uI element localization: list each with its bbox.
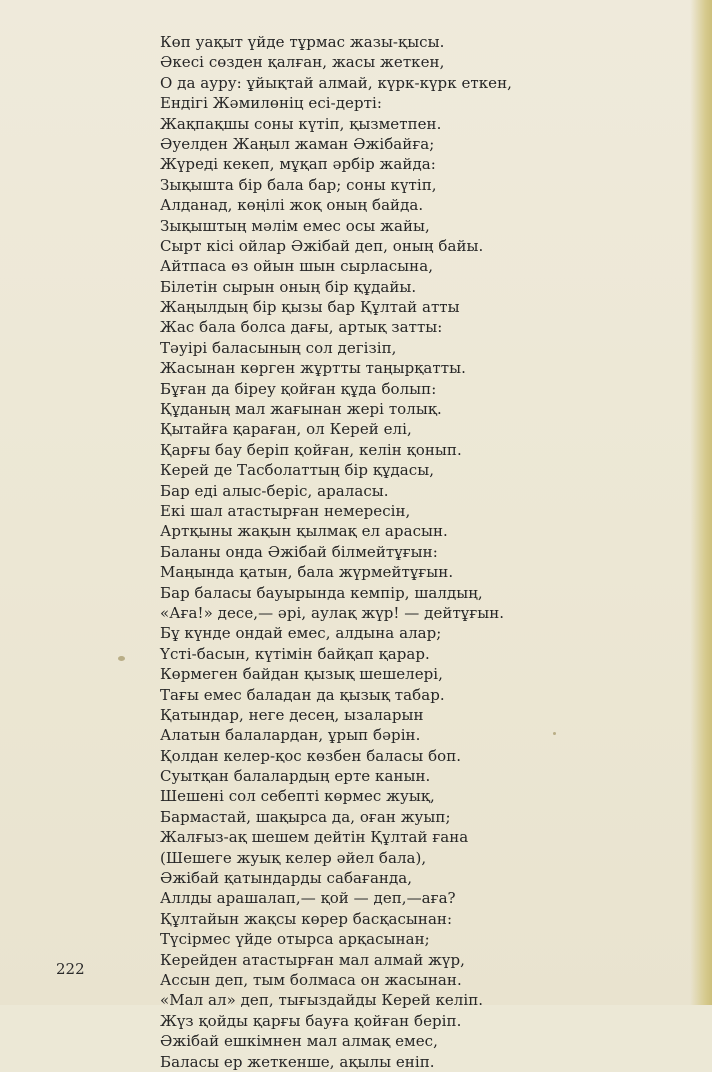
poem-line: Қатындар, неге десең, ызаларын	[160, 705, 424, 724]
poem-line: «Аға!» десе,— әрі, аулақ жүр! — дейтұғын.	[160, 603, 505, 622]
page-speck	[553, 732, 556, 735]
poem-line: Баласы ер жеткенше, ақылы еніп.	[160, 1052, 435, 1071]
poem-line: Маңында қатын, бала жүрмейтұғын.	[160, 563, 454, 582]
poem-line: Бар баласы бауырында кемпір, шалдың,	[160, 583, 483, 602]
poem-line: Жақпақшы соны күтіп, қызметпен.	[160, 114, 442, 133]
poem-line: Керей де Тасболаттың бір құдасы,	[160, 461, 435, 480]
poem-line: Жалғыз-ақ шешем дейтін Құлтай ғана	[160, 828, 469, 847]
poem-line: Суытқан балалардың ерте канын.	[160, 767, 431, 786]
poem-line: Алатын балалардан, ұрып бәрін.	[160, 726, 421, 745]
poem-line: Білетін сырын оның бір құдайы.	[160, 277, 417, 296]
poem-line: Жүреді кекеп, мұқап әрбір жайда:	[160, 155, 436, 174]
poem-line: Қарғы бау беріп қойған, келін қонып.	[160, 440, 462, 459]
poem-line: Әжібай қатындарды сабағанда,	[160, 869, 413, 888]
poem-line: Үсті-басын, күтімін байқап қарар.	[160, 644, 430, 663]
poem-line: Екі шал атастырған немересін,	[160, 501, 411, 520]
poem-line: Тәуірі баласының сол дегізіп,	[160, 338, 397, 357]
poem-line: Баланы онда Әжібай білмейтұғын:	[160, 542, 438, 561]
poem-line: Құлтайын жақсы көрер басқасынан:	[160, 909, 453, 928]
poem-line: Қытайға қараған, ол Керей елі,	[160, 420, 412, 439]
poem-line: Алданад, көңілі жоқ оның байда.	[160, 196, 424, 215]
poem-line: Зықышта бір бала бар; соны күтіп,	[160, 175, 437, 194]
poem-line: Шешені сол себепті көрмес жуық,	[160, 787, 435, 806]
page-number: 222	[56, 960, 85, 978]
poem-line: Құданың мал жағынан жері толық.	[160, 400, 442, 419]
poem-line: Ендігі Жәмилөніц есі-дерті:	[160, 94, 382, 113]
poem-line: Бар еді алыс-беріс, араласы.	[160, 481, 389, 500]
poem-line: Көрмеген байдан қызық шешелері,	[160, 665, 443, 684]
poem-line: Бұған да біреу қойған құда болып:	[160, 379, 437, 398]
poem-line: О да ауру: ұйықтай алмай, күрк-күрк еткен,	[160, 73, 512, 92]
poem-line: Керейден атастырған мал алмай жүр,	[160, 950, 465, 969]
poem-line: Бармастай, шақырса да, оған жуып;	[160, 807, 451, 826]
poem-line: Әкесі сөзден қалған, жасы жеткен,	[160, 53, 445, 72]
poem-line: Зықыштың мәлім емес осы жайы,	[160, 216, 430, 235]
poem-line: Жасынан көрген жұртты таңырқатты.	[160, 359, 466, 378]
poem-line: Тағы емес баладан да қызық табар.	[160, 685, 445, 704]
poem-line: Ассын деп, тым болмаса он жасынан.	[160, 970, 462, 989]
poem-line: Әжібай ешкімнен мал алмақ емес,	[160, 1032, 438, 1051]
poem-line: Жас бала болса дағы, артық затты:	[160, 318, 443, 337]
poem-line: Қолдан келер-қос көзбен баласы боп.	[160, 746, 462, 765]
poem-line: Түсірмес үйде отырса арқасынан;	[160, 930, 430, 949]
page-speck	[118, 656, 125, 661]
poem-line: Бұ күнде ондай емес, алдына алар;	[160, 624, 442, 643]
poem-line: Жүз қойды қарғы бауға қойған беріп.	[160, 1011, 462, 1030]
poem-line: (Шешеге жуық келер әйел бала),	[160, 848, 427, 867]
poem-line: «Мал ал» деп, тығыздайды Керей келіп.	[160, 991, 484, 1010]
poem-line: Айтпаса өз ойын шын сырласына,	[160, 257, 434, 276]
poem-text	[160, 32, 560, 1072]
poem-line: Аллды арашалап,— қой — деп,—аға?	[160, 889, 456, 908]
poem-line: Артқыны жақын қылмақ ел арасын.	[160, 522, 448, 541]
poem-line: Сырт кісі ойлар Әжібай деп, оның байы.	[160, 236, 484, 255]
poem-line: Жаңылдың бір қызы бар Құлтай атты	[160, 298, 460, 317]
poem-line: Әуелден Жаңыл жаман Әжібайға;	[160, 134, 435, 153]
poem-line: Көп уақыт үйде тұрмас жазы-қысы.	[160, 33, 445, 51]
